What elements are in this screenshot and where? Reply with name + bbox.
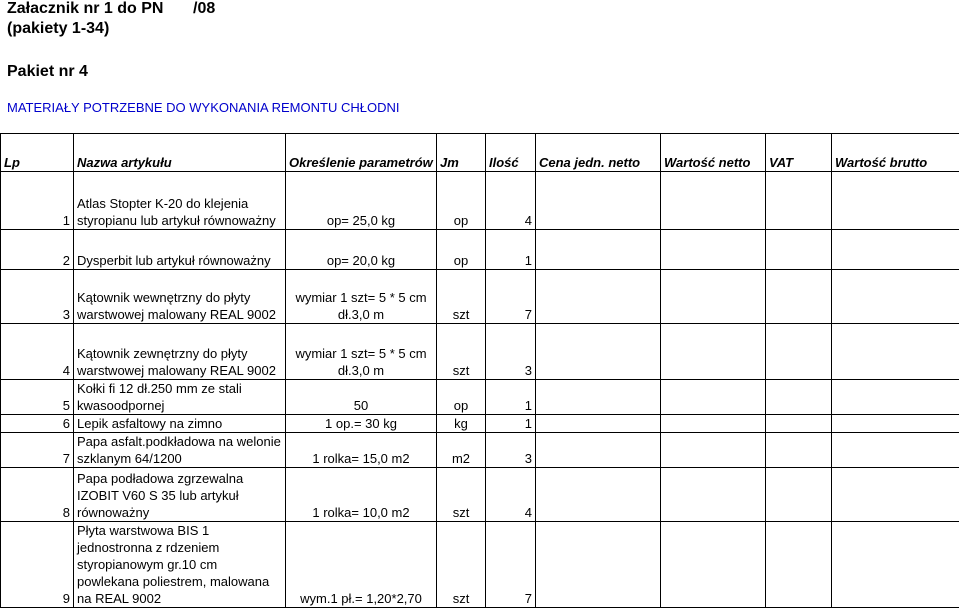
row-qty: 1	[486, 415, 536, 433]
row-lp: 8	[1, 468, 74, 522]
row-gross-value	[832, 522, 959, 608]
row-vat	[766, 433, 832, 468]
row-jm: op	[437, 172, 486, 230]
header-gross-value: Wartość brutto	[832, 134, 959, 172]
row-net-value	[661, 230, 766, 270]
row-vat	[766, 230, 832, 270]
row-vat	[766, 172, 832, 230]
row-vat	[766, 415, 832, 433]
header-spec: Określenie parametrów	[286, 134, 437, 172]
row-name: Lepik asfaltowy na zimno	[74, 415, 286, 433]
header-jm: Jm	[437, 134, 486, 172]
table-row	[1, 468, 959, 522]
row-net-price	[536, 230, 661, 270]
row-name: Papa asfalt.podkładowa na welonie szklanym 64/1200	[74, 433, 286, 468]
header-net-value: Wartość netto	[661, 134, 766, 172]
row-qty: 1	[486, 230, 536, 270]
table-header-row	[1, 134, 959, 172]
row-net-value	[661, 380, 766, 415]
row-qty: 1	[486, 380, 536, 415]
row-net-price	[536, 324, 661, 380]
row-spec-main: 1 rolka= 10,0 m2	[289, 504, 433, 521]
section-subtitle: MATERIAŁY POTRZEBNE DO WYKONANIA REMONTU CHŁODNI	[7, 100, 399, 115]
row-qty: 4	[486, 468, 536, 522]
title-number: /08	[193, 0, 215, 18]
row-spec	[286, 380, 437, 415]
row-spec-main: op= 20,0 kg	[289, 252, 433, 269]
row-jm: szt	[437, 324, 486, 380]
header-net-price: Cena jedn. netto	[536, 134, 661, 172]
row-net-value	[661, 172, 766, 230]
header-name: Nazwa artykułu	[74, 134, 286, 172]
package-label: Pakiet nr 4	[7, 63, 88, 81]
row-qty: 3	[486, 433, 536, 468]
row-net-price	[536, 468, 661, 522]
row-name: Atlas Stopter K-20 do klejenia styropianu lub artykuł równoważny	[74, 172, 286, 230]
row-spec-extra: dł.3,0 m	[289, 362, 433, 379]
header-lp: Lp	[1, 134, 74, 172]
row-spec	[286, 324, 437, 380]
row-gross-value	[832, 415, 959, 433]
title-prefix: Załacznik nr 1 do PN	[7, 0, 163, 17]
row-vat	[766, 468, 832, 522]
row-net-value	[661, 433, 766, 468]
row-spec	[286, 230, 437, 270]
row-gross-value	[832, 172, 959, 230]
row-vat	[766, 380, 832, 415]
row-jm: m2	[437, 433, 486, 468]
row-name: Kołki fi 12 dł.250 mm ze stali kwasoodpornej	[74, 380, 286, 415]
table-row	[1, 270, 959, 324]
row-spec-main: wym.1 pł.= 1,20*2,70	[289, 590, 433, 607]
row-net-price	[536, 380, 661, 415]
row-spec-main: op= 25,0 kg	[289, 212, 433, 229]
table-row	[1, 230, 959, 270]
table-row	[1, 433, 959, 468]
row-jm: kg	[437, 415, 486, 433]
table-row	[1, 324, 959, 380]
row-spec	[286, 415, 437, 433]
row-name: Kątownik wewnętrzny do płyty warstwowej malowany REAL 9002	[74, 270, 286, 324]
row-lp: 2	[1, 230, 74, 270]
row-gross-value	[832, 270, 959, 324]
row-vat	[766, 522, 832, 608]
row-spec-extra: dł.3,0 m	[289, 306, 433, 323]
row-gross-value	[832, 433, 959, 468]
row-jm: szt	[437, 270, 486, 324]
row-spec-main: 50	[289, 397, 433, 414]
row-spec-main: wymiar 1 szt= 5 * 5 cm	[289, 345, 433, 362]
document-title	[7, 0, 163, 18]
row-lp: 7	[1, 433, 74, 468]
table-row	[1, 522, 959, 608]
row-vat	[766, 324, 832, 380]
row-net-value	[661, 468, 766, 522]
row-gross-value	[832, 380, 959, 415]
row-spec	[286, 433, 437, 468]
row-spec	[286, 468, 437, 522]
row-qty: 4	[486, 172, 536, 230]
materials-table	[0, 133, 959, 608]
row-gross-value	[832, 324, 959, 380]
row-jm: op	[437, 380, 486, 415]
row-spec-main: 1 op.= 30 kg	[289, 415, 433, 432]
packages-range: (pakiety 1-34)	[7, 20, 109, 38]
row-net-price	[536, 270, 661, 324]
row-lp: 9	[1, 522, 74, 608]
row-spec-main: 1 rolka= 15,0 m2	[289, 450, 433, 467]
row-name: Papa podładowa zgrzewalna IZOBIT V60 S 35 lub artykuł równoważny	[74, 468, 286, 522]
row-net-value	[661, 270, 766, 324]
row-spec	[286, 522, 437, 608]
row-jm: szt	[437, 468, 486, 522]
row-spec	[286, 270, 437, 324]
row-net-price	[536, 433, 661, 468]
row-gross-value	[832, 468, 959, 522]
row-spec-main: wymiar 1 szt= 5 * 5 cm	[289, 289, 433, 306]
row-net-value	[661, 415, 766, 433]
row-name: Kątownik zewnętrzny do płyty warstwowej malowany REAL 9002	[74, 324, 286, 380]
row-name: Płyta warstwowa BIS 1 jednostronna z rdzeniem styropianowym gr.10 cm powlekana poliestrem, malowana na REAL 9002	[74, 522, 286, 608]
row-jm: op	[437, 230, 486, 270]
row-qty: 7	[486, 522, 536, 608]
row-lp: 5	[1, 380, 74, 415]
row-vat	[766, 270, 832, 324]
row-name: Dysperbit lub artykuł równoważny	[74, 230, 286, 270]
table-row	[1, 415, 959, 433]
header-vat: VAT	[766, 134, 832, 172]
header-qty: Ilość	[486, 134, 536, 172]
row-lp: 1	[1, 172, 74, 230]
row-net-value	[661, 324, 766, 380]
row-lp: 6	[1, 415, 74, 433]
row-spec	[286, 172, 437, 230]
row-qty: 7	[486, 270, 536, 324]
row-qty: 3	[486, 324, 536, 380]
row-gross-value	[832, 230, 959, 270]
row-jm: szt	[437, 522, 486, 608]
table-row	[1, 172, 959, 230]
row-net-value	[661, 522, 766, 608]
row-net-price	[536, 172, 661, 230]
table-row	[1, 380, 959, 415]
row-net-price	[536, 415, 661, 433]
row-lp: 3	[1, 270, 74, 324]
row-lp: 4	[1, 324, 74, 380]
row-net-price	[536, 522, 661, 608]
